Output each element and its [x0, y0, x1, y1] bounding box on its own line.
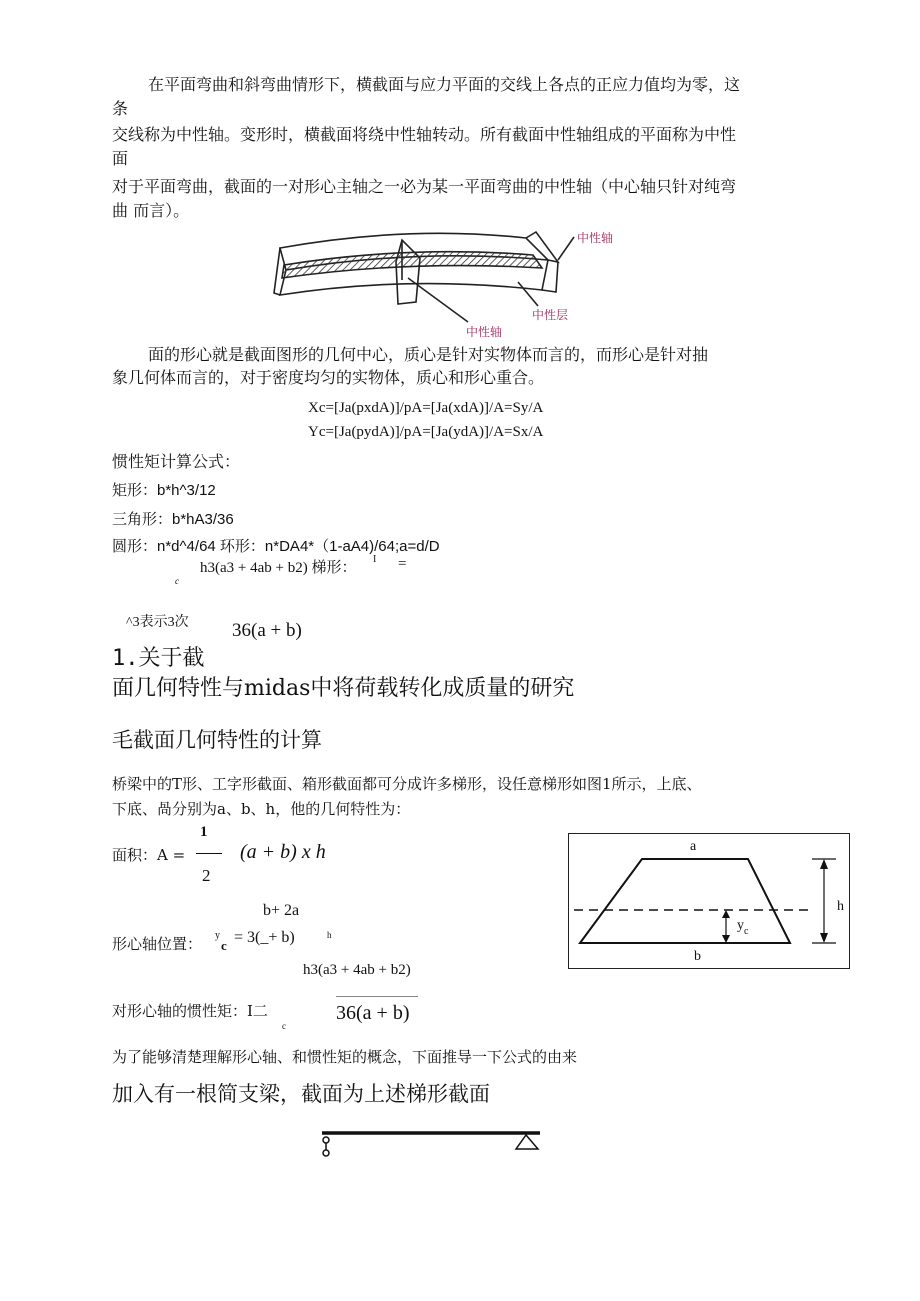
simple-beam-figure — [314, 1125, 550, 1161]
inertia-triangle: 三角形：b*hA3/36 — [112, 511, 234, 528]
centroid-line-2: 象几何体而言的，对于密度均匀的实物体，质心和形心重合。 — [112, 368, 545, 387]
label-neutral-axis-bottom: 中性轴 — [466, 325, 503, 339]
intro-line-1: 在平面弯曲和斜弯曲情形下，横截面与应力平面的交线上各点的正应力值均为零，这 — [148, 75, 741, 94]
centroid-eq: = 3(_+ b) — [234, 929, 295, 946]
formula-yc: Yc=[Ja(pydA)]/pA=[Ja(ydA)]/A=Sx/A — [308, 424, 544, 440]
moment-fraction-bar — [336, 996, 418, 997]
yc-arrow-top — [722, 910, 730, 918]
moment-sub: c — [282, 1021, 286, 1031]
formula-xc: Xc=[Ja(pxdA)]/pA=[Ja(xdA)]/A=Sy/A — [308, 400, 544, 416]
moment-denominator: 36(a + b) — [336, 1002, 410, 1024]
h-arrow-bottom — [820, 933, 828, 943]
centroid-line-1: 面的形心就是截面图形的几何中心，质心是针对实物体而言的，而形心是针对抽 — [148, 345, 709, 364]
centroid-numerator: b+ 2a — [263, 902, 300, 919]
explain-text: 为了能够清楚理解形心轴、和惯性矩的概念，下面推导一下公式的由来 — [112, 1048, 578, 1066]
centroid-label: 形心轴位置： — [112, 935, 203, 953]
heading-2: 毛截面几何特性的计算 — [112, 728, 322, 752]
intro-line-1b: 条 — [112, 99, 129, 118]
heading-1-line-2: 面几何特性与midas中将荷载转化成质量的研究 — [112, 676, 575, 701]
centroid-h: h — [327, 930, 332, 940]
moment-label: 对形心轴的惯性矩：I二 — [112, 1002, 268, 1020]
intro-line-2: 交线称为中性轴。变形时，横截面将绕中性轴转动。所有截面中性轴组成的平面称为中性 — [112, 125, 737, 144]
trapezoid-figure — [568, 833, 850, 969]
area-fraction-bar — [196, 853, 222, 854]
fig-label-yc-sub: c — [744, 926, 749, 937]
centroid-sub: c — [221, 938, 227, 953]
fig-label-a: a — [690, 839, 697, 854]
area-num: 1 — [200, 824, 208, 840]
trap-denominator: 36(a + b) — [232, 620, 302, 641]
moment-numerator: h3(a3 + 4ab + b2) — [303, 962, 411, 978]
pin-support-top — [323, 1137, 329, 1143]
roller-support — [516, 1135, 538, 1149]
h-arrow-top — [820, 859, 828, 869]
fig-label-b: b — [694, 949, 701, 964]
power-note: ^3表示3次 — [126, 615, 189, 630]
intro-line-2b: 面 — [112, 149, 129, 168]
area-den: 2 — [202, 866, 211, 885]
trap-text-line-2: 下底、咼分别为a、b、h，他的几何特性为： — [112, 800, 411, 818]
intro-line-3b: 曲 而言）。 — [112, 201, 190, 220]
intro-line-3: 对于平面弯曲，截面的一对形心主轴之一必为某一平面弯曲的中性轴（中心轴只针对纯弯 — [112, 177, 737, 196]
trap-subscript: c — [175, 576, 179, 586]
heading-3: 加入有一根简支梁，截面为上述梯形截面 — [112, 1082, 490, 1106]
label-neutral-axis-top: 中性轴 — [577, 231, 614, 245]
area-expr: (a + b) x h — [240, 841, 326, 863]
centroid-y: y — [215, 930, 220, 941]
beam-figure — [258, 220, 628, 340]
trap-i: I — [373, 554, 377, 565]
pin-support-bottom — [323, 1150, 329, 1156]
fig-label-y: y — [737, 918, 744, 933]
inertia-title: 惯性矩计算公式： — [112, 452, 241, 471]
inertia-rect: 矩形：b*h^3/12 — [112, 482, 216, 499]
yc-arrow-bottom — [722, 935, 730, 943]
trap-text-line-1: 桥梁中的T形、工字形截面、箱形截面都可分成许多梯形，设任意梯形如图1所示，上底、 — [112, 775, 702, 793]
trap-numerator: h3(a3 + 4ab + b2) 梯形： — [200, 560, 357, 576]
trap-eq: = — [398, 556, 407, 572]
trapezoid-shape — [580, 859, 790, 943]
label-neutral-layer: 中性层 — [532, 308, 569, 322]
fig-label-h: h — [837, 899, 844, 914]
area-label: 面积：A = — [112, 846, 186, 864]
inertia-circle: 圆形：n*d^4/64 环形：n*DA4*（1-aA4)/64;a=d/D — [112, 538, 440, 555]
heading-1-line-1: 1.关于截 — [112, 646, 205, 671]
